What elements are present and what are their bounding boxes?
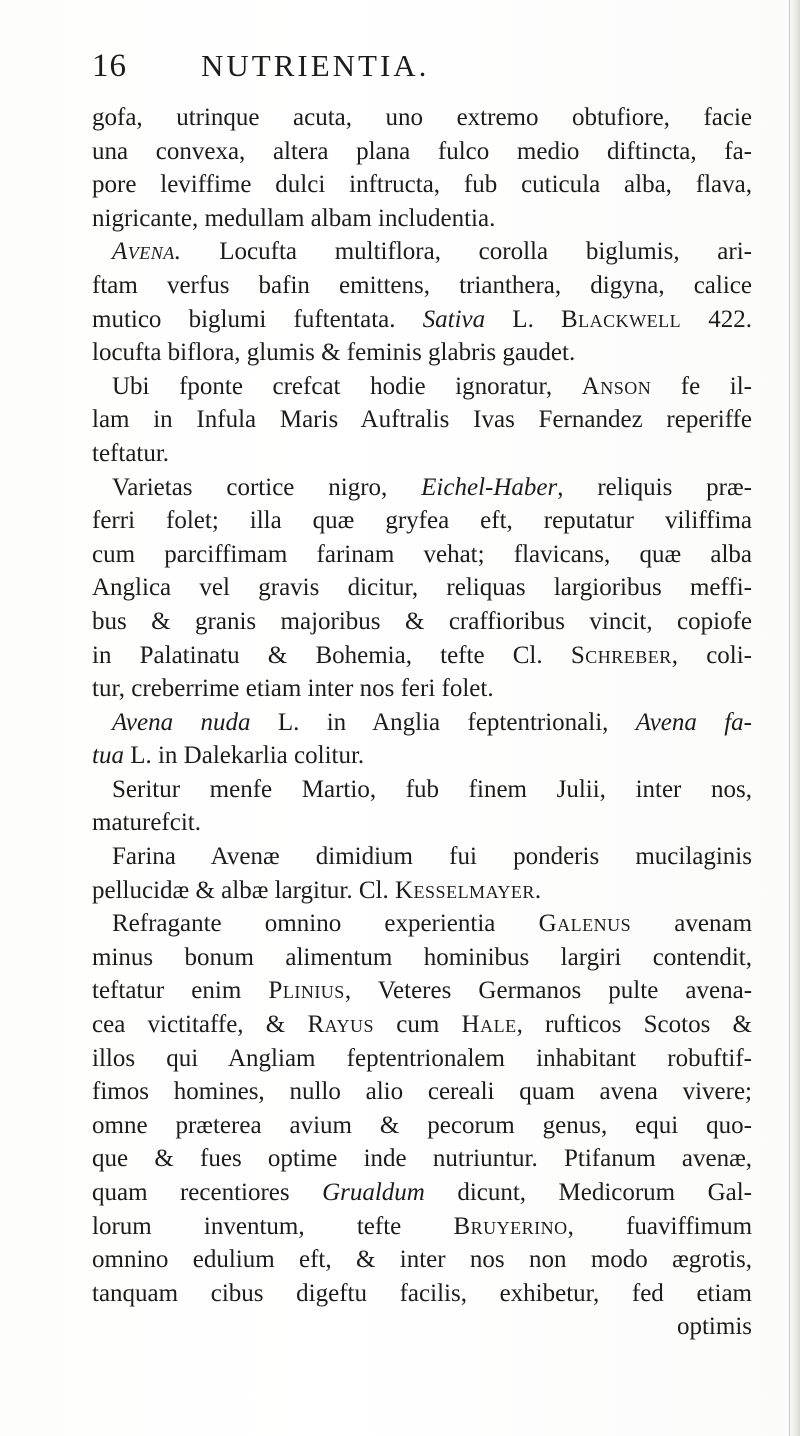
running-head: NUTRIENTIA. — [201, 48, 430, 83]
author-name: Plinius — [268, 977, 345, 1005]
text-line: in Palatinatu & Bohemia, tefte Cl. Schreber, coli- — [92, 641, 753, 669]
text-line: ftam verfus bafin emittens, trianthera, digyna, calice — [92, 271, 752, 299]
catchword: optimis — [676, 1313, 752, 1341]
text-line: ferri folet; illa quæ gryfea eft, reputatur viliffima — [92, 507, 752, 535]
author-name: Blackwell — [560, 305, 682, 333]
variety-name: Eichel-Haber — [421, 473, 558, 501]
text-line: tur, creberrime etiam inter nos feri folet. — [92, 675, 494, 703]
term-name: Grualdum — [322, 1179, 425, 1206]
species-name: Sativa — [422, 305, 486, 333]
text-line: gofa, utrinque acuta, uno extremo obtufiore, facie — [92, 104, 752, 131]
text-line: Seritur menfe Martio, fub finem Julii, inter nos, — [112, 775, 752, 803]
text-line: lorum inventum, tefte Bruyerino, fuaviffimum — [92, 1212, 753, 1240]
text-line: Refragante omnino experientia Galenus avenam — [112, 910, 753, 938]
text-line: maturefcit. — [92, 809, 201, 837]
text-line: tanquam cibus digeftu facilis, exhibetur, fed etiam — [92, 1279, 752, 1307]
page-edge-line — [789, 0, 790, 1436]
text-line: fimos homines, nullo alio cereali quam avena vivere; — [92, 1078, 752, 1106]
text-line: cea victitaffe, & Rayus cum Hale, rufticos Scotos & — [92, 1011, 752, 1039]
text-line: tua L. in Dalekarlia colitur. — [92, 742, 365, 770]
author-name: Kesselmayer. — [395, 876, 542, 904]
author-name: Anson — [581, 372, 652, 400]
text-line: bus & granis majoribus & craffioribus vincit, copiofe — [92, 607, 752, 635]
body-text — [92, 101, 752, 1344]
page-header — [92, 48, 712, 88]
author-name: Galenus — [538, 910, 632, 938]
text-line: Farina Avenæ dimidium fui ponderis mucilaginis — [112, 843, 752, 871]
text-line: una convexa, altera plana fulco medio diftincta, fa- — [92, 137, 752, 165]
text-line: pellucidæ & albæ largitur. Cl. Kesselmayer. — [92, 876, 542, 904]
text-line: mutico biglumi fuftentata. Sativa L. Blackwell 422. — [92, 305, 753, 333]
text-line: Ubi fponte crefcat hodie ignoratur, Anson fe il- — [112, 372, 753, 400]
text-line: locufta biflora, glumis & feminis glabris gaudet. — [92, 339, 576, 367]
author-name: Bruyerino — [453, 1212, 568, 1240]
text-line: Avena. Locufta multiflora, corolla biglumis, ari- — [112, 238, 752, 266]
text-line: Varietas cortice nigro, Eichel-Haber, reliquis præ- — [112, 473, 753, 501]
author-name: Hale — [461, 1011, 517, 1039]
text-line: que & fues optime inde nutriuntur. Ptifanum avenæ, — [92, 1145, 752, 1173]
species-name: Avena nuda — [112, 708, 251, 736]
author-name: Schreber — [570, 641, 672, 669]
text-line: omne præterea avium & pecorum genus, equi quo- — [92, 1111, 752, 1139]
text-line: Anglica vel gravis dicitur, reliquas largioribus meffi- — [92, 574, 752, 602]
text-line: Avena nuda L. in Anglia feptentrionali, Avena fa- — [112, 708, 753, 736]
text-line: cum parciffimam farinam vehat; flavicans, quæ alba — [92, 540, 752, 568]
text-line: teftatur enim Plinius, Veteres Germanos pulte avena- — [92, 977, 753, 1005]
text-line: pore leviffime dulci inftructa, fub cuticula alba, flava, — [92, 171, 752, 199]
text-line: lam in Infula Maris Auftralis Ivas Fernandez reperiffe — [92, 406, 752, 434]
species-name: Avena fa- — [635, 708, 753, 736]
text-line: teftatur. — [92, 439, 170, 467]
author-name: Rayus — [307, 1011, 374, 1039]
text-line: illos qui Angliam feptentrionalem inhabitant robuftif- — [92, 1044, 752, 1072]
genus-name: Avena. — [112, 238, 182, 266]
species-name: tua — [92, 742, 124, 770]
text-line: quam recentiores Grualdum dicunt, Medicorum Gal- — [92, 1179, 752, 1206]
page-number: 16 — [92, 48, 127, 84]
text-line: minus bonum alimentum hominibus largiri contendit, — [92, 943, 752, 971]
text-line: omnino edulium eft, & inter nos non modo ægrotis, — [92, 1246, 752, 1274]
text-line: nigricante, medullam albam includentia. — [92, 204, 496, 232]
